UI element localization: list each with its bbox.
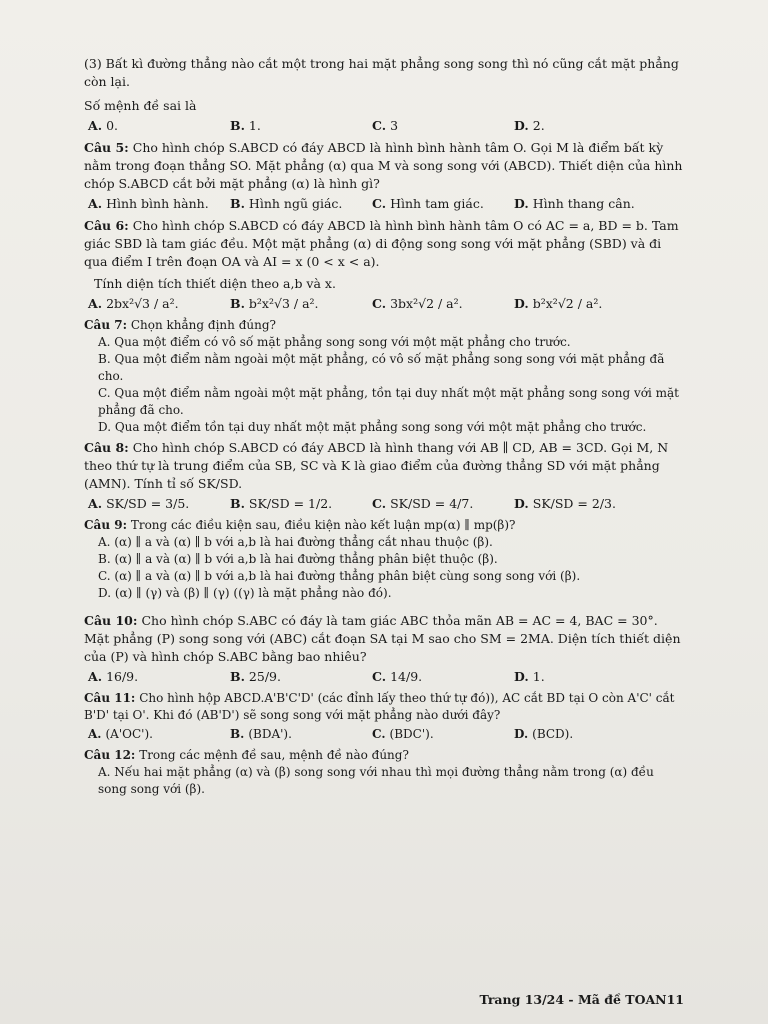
- option-d[interactable]: D. 1.: [514, 669, 545, 684]
- option-b[interactable]: B. 25/9.: [230, 669, 281, 684]
- option-a[interactable]: A. (A'OC').: [88, 727, 153, 741]
- question-subtext: Tính diện tích thiết diện theo a,b và x.: [94, 276, 336, 291]
- option-b[interactable]: B. 1.: [230, 118, 261, 133]
- statement-a[interactable]: A. (α) ∥ a và (α) ∥ b với a,b là hai đường thẳng cắt nhau thuộc (β).: [98, 535, 493, 549]
- question-9: [84, 517, 684, 602]
- page-content: [84, 52, 684, 798]
- statement-3: (3) Bất kì đường thẳng nào cắt một trong hai mặt phẳng song song thì nó cũng cắt mặt phẳng còn lại.: [84, 56, 679, 89]
- question-text: Cho hình chóp S.ABCD có đáy ABCD là hình bình hành tâm O. Gọi M là điểm bất kỳ nằm trong đoạn thẳng SO. Mặt phẳng (α) qua M và song song với (ABCD). Thiết diện của hình chóp S.ABCD cắt bởi mặt phẳng (α) là hình gì?: [84, 140, 683, 191]
- question-number: Câu 12:: [84, 748, 136, 762]
- option-d[interactable]: D. SK/SD = 2/3.: [514, 496, 616, 511]
- option-d[interactable]: D. Hình thang cân.: [514, 196, 635, 211]
- option-c[interactable]: C. 3: [372, 118, 399, 133]
- option-a[interactable]: A. SK/SD = 3/5.: [88, 496, 190, 511]
- options: [88, 295, 684, 313]
- option-b[interactable]: B. SK/SD = 1/2.: [230, 496, 333, 511]
- question-number: Câu 9:: [84, 518, 128, 532]
- options: [88, 726, 684, 743]
- prev-question: [84, 55, 684, 135]
- option-b[interactable]: B. Hình ngũ giác.: [230, 196, 343, 211]
- option-c[interactable]: C. Hình tam giác.: [372, 196, 484, 211]
- option-d[interactable]: D. b²x²√2 / a².: [514, 296, 603, 311]
- option-a[interactable]: A. 0.: [88, 118, 118, 133]
- question-number: Câu 11:: [84, 691, 136, 705]
- statement-a[interactable]: A. Qua một điểm có vô số mặt phẳng song song với một mặt phẳng cho trước.: [98, 335, 571, 349]
- option-a[interactable]: A. 2bx²√3 / a².: [88, 296, 179, 311]
- question-10: [84, 612, 684, 686]
- question-prompt: Số mệnh đề sai là: [84, 98, 197, 113]
- question-text: Trong các điều kiện sau, điều kiện nào kết luận mp(α) ∥ mp(β)?: [130, 518, 516, 532]
- statement-b[interactable]: B. (α) ∥ a và (α) ∥ b với a,b là hai đường thẳng phân biệt thuộc (β).: [98, 552, 498, 566]
- option-c[interactable]: C. (BDC').: [372, 727, 434, 741]
- option-d[interactable]: D. 2.: [514, 118, 545, 133]
- question-text: Trong các mệnh đề sau, mệnh đề nào đúng?: [139, 748, 409, 762]
- question-8: [84, 439, 684, 513]
- option-b[interactable]: B. b²x²√3 / a².: [230, 296, 319, 311]
- statement-a[interactable]: A. Nếu hai mặt phẳng (α) và (β) song song với nhau thì mọi đường thẳng nằm trong (α) đều song song với (β).: [98, 765, 654, 796]
- question-number: Câu 6:: [84, 218, 129, 233]
- options: [88, 668, 684, 686]
- options: [88, 495, 684, 513]
- option-d[interactable]: D. (BCD).: [514, 727, 574, 741]
- question-6: [84, 217, 684, 313]
- option-b[interactable]: B. (BDA').: [230, 727, 292, 741]
- option-c[interactable]: C. 14/9.: [372, 669, 423, 684]
- question-7: [84, 317, 684, 436]
- statement-c[interactable]: C. (α) ∥ a và (α) ∥ b với a,b là hai đường thẳng phân biệt cùng song song với (β).: [98, 569, 581, 583]
- question-number: Câu 5:: [84, 140, 129, 155]
- question-number: Câu 7:: [84, 318, 128, 332]
- option-c[interactable]: C. SK/SD = 4/7.: [372, 496, 474, 511]
- question-number: Câu 10:: [84, 613, 138, 628]
- statement-b[interactable]: B. Qua một điểm nằm ngoài một mặt phẳng, có vô số mặt phẳng song song với mặt phẳng đã cho.: [98, 352, 665, 383]
- question-text: Cho hình chóp S.ABCD có đáy ABCD là hình thang với AB ∥ CD, AB = 3CD. Gọi M, N theo thứ tự là trung điểm của SB, SC và K là giao điểm của đường thẳng SD với mặt phẳng (AMN). Tính tỉ số SK/SD.: [84, 440, 669, 491]
- statement-d[interactable]: D. (α) ∥ (γ) và (β) ∥ (γ) ((γ) là mặt phẳng nào đó).: [98, 586, 392, 600]
- question-12: [84, 747, 684, 798]
- statement-c[interactable]: C. Qua một điểm nằm ngoài một mặt phẳng, tồn tại duy nhất một mặt phẳng song song với mặt phẳng đã cho.: [98, 386, 679, 417]
- question-text: Cho hình chóp S.ABCD có đáy ABCD là hình bình hành tâm O có AC = a, BD = b. Tam giác SBD là tam giác đều. Một mặt phẳng (α) di động song song với mặt phẳng (SBD) và đi qua điểm I trên đoạn OA và AI = x (0 < x < a).: [84, 218, 679, 269]
- statement-d[interactable]: D. Qua một điểm tồn tại duy nhất một mặt phẳng song song với một mặt phẳng cho trước.: [98, 420, 647, 434]
- question-text: Cho hình hộp ABCD.A'B'C'D' (các đỉnh lấy theo thứ tự đó)), AC cắt BD tại O còn A'C' cắt B'D' tại O'. Khi đó (AB'D') sẽ song song với mặt phẳng nào dưới đây?: [84, 691, 675, 722]
- options: [88, 195, 684, 213]
- question-number: Câu 8:: [84, 440, 129, 455]
- question-11: [84, 690, 684, 743]
- options: [88, 117, 684, 135]
- option-a[interactable]: A. Hình bình hành.: [88, 196, 209, 211]
- option-c[interactable]: C. 3bx²√2 / a².: [372, 296, 463, 311]
- question-5: [84, 139, 684, 213]
- page-footer: Trang 13/24 - Mã đề TOAN11: [479, 992, 684, 1007]
- option-a[interactable]: A. 16/9.: [88, 669, 139, 684]
- question-text: Chọn khẳng định đúng?: [130, 318, 276, 332]
- question-text: Cho hình chóp S.ABC có đáy là tam giác ABC thỏa mãn AB = AC = 4, BAC = 30°. Mặt phẳng (P) song song với (ABC) cắt đoạn SA tại M sao cho SM = 2MA. Diện tích thiết diện của (P) và hình chóp S.ABC bằng bao nhiêu?: [84, 613, 681, 664]
